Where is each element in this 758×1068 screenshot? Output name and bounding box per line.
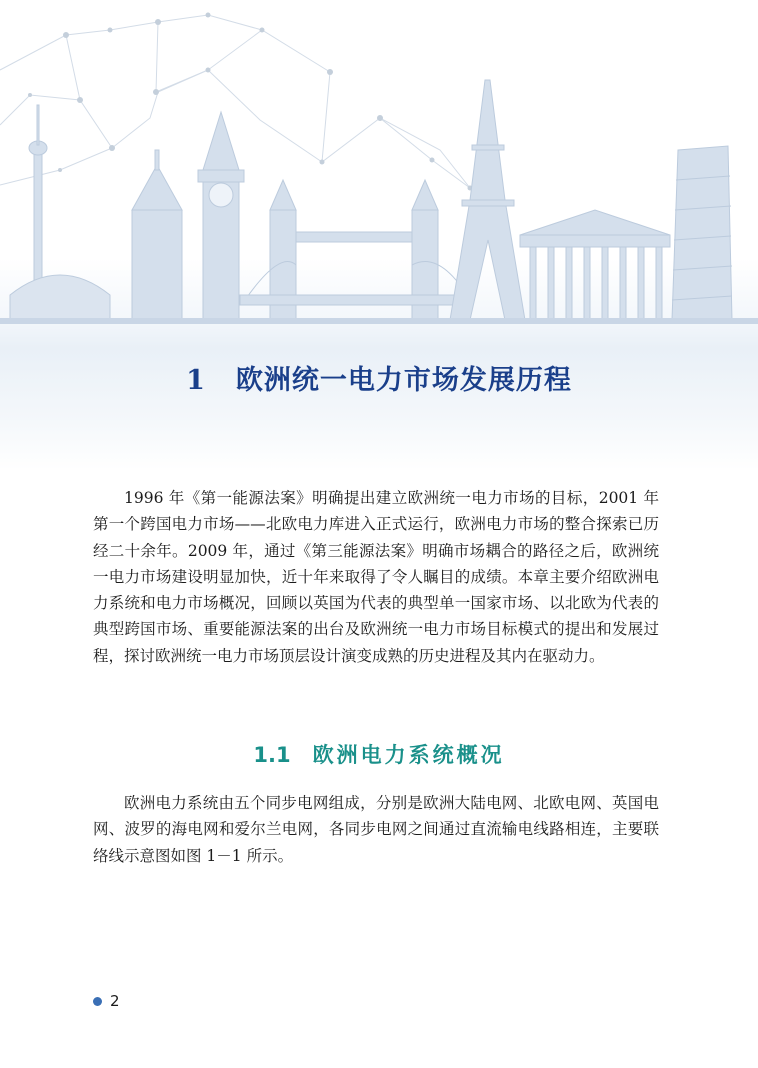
european-landmarks-illustration — [0, 0, 758, 470]
bullet-dot-icon — [93, 997, 102, 1006]
section-title-text: 欧洲电力系统概况 — [312, 743, 505, 768]
page-footer — [93, 992, 120, 1010]
page-number: 2 — [110, 992, 120, 1010]
skyline — [10, 80, 732, 320]
ground-line — [0, 318, 758, 324]
chapter-number: 1 — [186, 365, 206, 397]
chapter-title — [0, 358, 758, 397]
section-number: 1.1 — [253, 743, 291, 768]
section-paragraph: 欧洲电力系统由五个同步电网组成，分别是欧洲大陆电网、北欧电网、英国电网、波罗的海电网和爱尔兰电网，各同步电网之间通过直流输电线路相连，主要联络线示意图如图 1－1 所示。 — [93, 794, 659, 865]
chapter-header-banner — [0, 0, 758, 470]
intro-paragraph: 1996 年《第一能源法案》明确提出建立欧洲统一电力市场的目标，2001 年第一个跨国电力市场——北欧电力库进入正式运行，欧洲电力市场的整合探索已历经二十余年。2009 年，通过《第三能源法案》明确市场耦合的路径之后，欧洲统一电力市场建设明显加快，近十年来取得了令人瞩目的成绩。本章主要介绍欧洲电力系统和电力市场概况，回顾以英国为代表的典型单一国家市场、以北欧为代表的典型跨国市场、重要能源法案的出台及欧洲统一电力市场目标模式的提出和发展过程，探讨欧洲统一电力市场顶层设计演变成熟的历史进程及其内在驱动力。 — [93, 489, 659, 665]
chapter-title-text: 欧洲统一电力市场发展历程 — [235, 365, 572, 397]
section-heading — [0, 739, 758, 769]
